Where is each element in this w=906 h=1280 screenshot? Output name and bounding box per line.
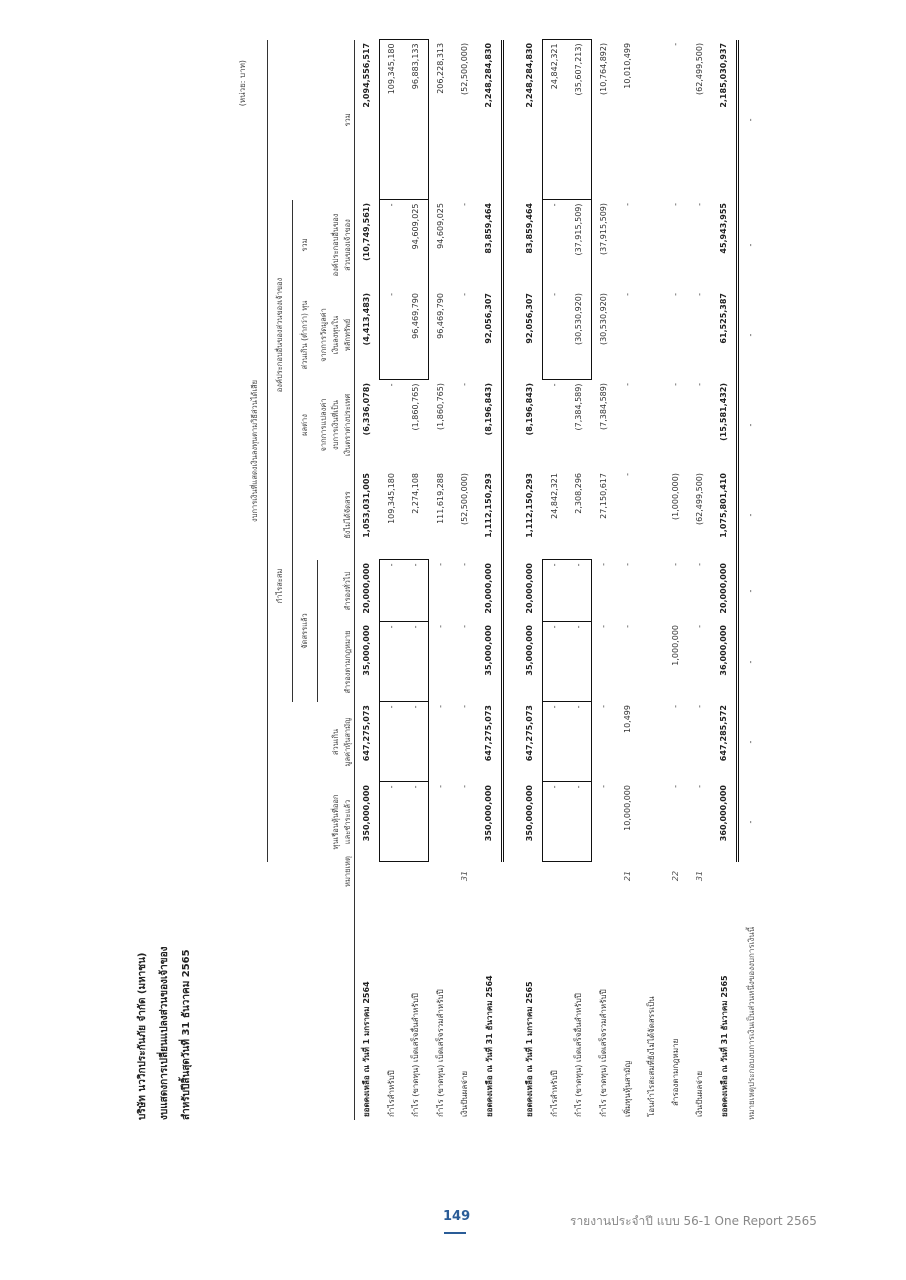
- cell-value: 20,000,000: [477, 560, 503, 622]
- cell-value: -: [671, 705, 680, 708]
- cell-value: -: [623, 473, 632, 476]
- row-label: ยอดคงเหลือ ณ วันที่ 1 มกราคม 2564: [362, 981, 372, 1117]
- cell-value: -: [671, 563, 680, 566]
- cell-value: -: [695, 563, 704, 566]
- table-row: [616, 40, 640, 1120]
- table-row: [518, 40, 543, 1120]
- cell-value: -: [386, 383, 396, 387]
- cell-value: -: [695, 785, 704, 788]
- page-number: 149: [443, 1209, 471, 1224]
- table-row: [542, 40, 567, 1120]
- cell-value: 1,053,031,005: [362, 473, 372, 538]
- cell-value: (10,749,561): [362, 203, 371, 261]
- fx-header-1: ผลต่าง: [300, 414, 310, 436]
- cell-value: -: [404, 702, 429, 782]
- cell-value: -: [460, 293, 469, 296]
- total-oci-header: องค์ประกอบอื่นของ ส่วนของเจ้าของ: [318, 200, 355, 290]
- cell-value: (1,000,000): [671, 473, 680, 520]
- cell-value: 20,000,000: [362, 563, 371, 614]
- cell-value: (7,384,589): [598, 383, 608, 430]
- cell-value: 2,185,030,937: [712, 40, 738, 200]
- cell-value: -: [542, 560, 567, 622]
- cell-value: 206,228,313: [436, 42, 445, 94]
- cell-value: (1,860,765): [435, 383, 445, 430]
- cell-value: -: [746, 740, 755, 744]
- cell-value: 24,842,321: [542, 40, 567, 200]
- row-note: [542, 862, 567, 890]
- row-label: โอนกำไรสะสมที่ยังไม่ได้จัดสรรเป็น: [647, 996, 656, 1117]
- row-note: [518, 862, 543, 890]
- cell-value: (52,500,000): [460, 42, 469, 95]
- cell-value: (62,499,500): [695, 473, 704, 526]
- cell-value: -: [671, 383, 680, 386]
- row-note: [404, 862, 429, 890]
- section-title: งบการเงินที่แสดงเงินลงทุนตามวิธีส่วนได้เสีย: [243, 40, 268, 862]
- cell-value: 647,285,572: [712, 702, 738, 782]
- cell-value: -: [695, 625, 704, 628]
- section-spacer: [502, 40, 518, 1120]
- row-label: กำไรสำหรับปี: [386, 1070, 396, 1117]
- cell-value: (8,196,843): [477, 380, 503, 470]
- cell-value: -: [567, 560, 592, 622]
- row-note: [428, 862, 453, 890]
- share-capital-header: ทุนเรือนหุ้นที่ออก และชำระแล้ว: [318, 782, 355, 862]
- cell-value: 350,000,000: [362, 785, 371, 842]
- cell-value: 350,000,000: [525, 785, 534, 842]
- table-row: [477, 40, 503, 1120]
- cell-value: [640, 560, 664, 622]
- cell-value: 24,842,321: [549, 473, 559, 519]
- cell-value: 647,275,073: [362, 705, 371, 762]
- cell-value: [640, 702, 664, 782]
- legal-reserve-header: สำรองตามกฎหมาย: [318, 622, 355, 702]
- cell-value: -: [460, 785, 469, 788]
- row-note: [591, 862, 616, 890]
- cell-value: (4,413,483): [362, 293, 371, 346]
- cell-value: -: [567, 702, 592, 782]
- row-label: กำไร (ขาดทุน) เบ็ดเสร็จอื่นสำหรับปี: [574, 993, 584, 1117]
- cell-value: 647,275,073: [525, 705, 534, 762]
- cell-value: 27,150,617: [598, 473, 608, 519]
- cell-value: -: [379, 560, 404, 622]
- table-row: [567, 40, 592, 1120]
- report-title: รายงานประจำปี แบบ 56-1 One Report 2565: [570, 1214, 817, 1228]
- cell-value: -: [404, 560, 429, 622]
- premium-header: ส่วนเกิน มูลค่าหุ้นสามัญ: [318, 702, 355, 782]
- cell-value: 61,525,387: [712, 290, 738, 380]
- cell-value: -: [379, 622, 404, 702]
- row-note: [354, 862, 379, 890]
- cell-value: -: [436, 625, 445, 628]
- general-reserve-header: สำรองทั่วไป: [318, 560, 355, 622]
- cell-value: -: [623, 203, 632, 206]
- cell-value: 10,000,000: [623, 785, 632, 831]
- row-label: ยอดคงเหลือ ณ วันที่ 1 มกราคม 2565: [525, 981, 535, 1117]
- row-label: ยอดคงเหลือ ณ วันที่ 31 ธันวาคม 2564: [484, 975, 494, 1117]
- cell-value: 1,112,150,293: [477, 470, 503, 560]
- cell-value: [640, 200, 664, 290]
- cell-value: 96,469,790: [404, 290, 429, 380]
- cell-value: -: [542, 622, 567, 702]
- cell-value: -: [379, 290, 404, 380]
- cell-value: -: [460, 563, 469, 566]
- retained-earnings-header: กำไรสะสม: [268, 470, 293, 702]
- cell-value: -: [542, 200, 567, 290]
- cell-value: -: [746, 820, 755, 824]
- table-row: [354, 40, 379, 1120]
- cell-value: [640, 470, 664, 560]
- unappropriated-header: ยังไม่ได้จัดสรร: [318, 470, 355, 560]
- cell-value: 10,010,499: [623, 42, 632, 89]
- row-note: 31: [460, 870, 469, 882]
- cell-value: 83,859,464: [477, 200, 503, 290]
- cell-value: [640, 290, 664, 380]
- row-label: เงินปันผลจ่าย: [695, 1070, 704, 1117]
- cell-value: 10,499: [623, 705, 632, 733]
- statement-period: สำหรับปีสิ้นสุดวันที่ 31 ธันวาคม 2565: [181, 949, 192, 1120]
- cell-value: -: [599, 625, 608, 628]
- cell-value: -: [695, 293, 704, 296]
- cell-value: 1,075,801,410: [712, 470, 738, 560]
- rotated-statement-page: [135, 42, 775, 1120]
- cell-value: 96,883,133: [404, 40, 429, 200]
- cell-value: [640, 622, 664, 702]
- cell-value: 35,000,000: [362, 625, 371, 676]
- row-note: [567, 862, 592, 890]
- cell-value: 94,609,025: [404, 200, 429, 290]
- equity-statement-table: [243, 39, 763, 1120]
- cell-value: -: [404, 782, 429, 862]
- cell-value: (1,860,765): [411, 383, 421, 431]
- table-row: [591, 40, 616, 1120]
- row-label: กำไร (ขาดทุน) เบ็ดเสร็จรวมสำหรับปี: [598, 989, 608, 1117]
- cell-value: -: [671, 42, 680, 46]
- cell-value: 20,000,000: [525, 563, 534, 614]
- row-label: เงินปันผลจ่าย: [460, 1070, 469, 1117]
- cell-value: -: [567, 622, 592, 702]
- cell-value: 2,248,284,830: [477, 40, 503, 200]
- cell-value: 94,609,025: [436, 203, 445, 249]
- cell-value: -: [623, 293, 632, 296]
- cell-value: (7,384,589): [574, 383, 584, 431]
- cell-value: -: [746, 423, 755, 427]
- cell-value: -: [746, 589, 755, 593]
- cell-value: -: [671, 785, 680, 788]
- cell-value: -: [542, 782, 567, 862]
- row-note: [640, 862, 664, 890]
- total-oci-header-1: รวม: [300, 238, 310, 252]
- cell-value: 2,308,296: [574, 473, 584, 514]
- cell-value: (30,530,920): [599, 293, 608, 346]
- cell-value: -: [746, 513, 755, 517]
- cell-value: -: [623, 383, 632, 386]
- row-label: กำไร (ขาดทุน) เบ็ดเสร็จรวมสำหรับปี: [435, 989, 445, 1117]
- cell-value: -: [567, 782, 592, 862]
- cell-value: -: [695, 705, 704, 708]
- cell-value: -: [623, 625, 632, 628]
- cell-value: 109,345,180: [386, 473, 396, 524]
- cell-value: -: [460, 625, 469, 628]
- cell-value: 20,000,000: [712, 560, 738, 622]
- cell-value: 1,000,000: [671, 625, 680, 666]
- cell-value: -: [671, 203, 680, 206]
- unit-label: (หน่วย: บาท): [238, 60, 247, 107]
- fx-header: จากการแปลงค่า งบการเงินที่เป็น เงินตราต่างประเทศ: [318, 380, 355, 470]
- cell-value: -: [671, 293, 680, 296]
- row-note: 21: [623, 870, 632, 882]
- row-label: กำไร (ขาดทุน) เบ็ดเสร็จอื่นสำหรับปี: [411, 993, 421, 1117]
- cell-value: (62,499,500): [695, 42, 704, 95]
- cell-value: [640, 40, 664, 200]
- cell-value: -: [599, 705, 608, 708]
- statement-title: งบแสดงการเปลี่ยนแปลงส่วนของเจ้าของ: [159, 946, 170, 1120]
- row-label: ยอดคงเหลือ ณ วันที่ 31 ธันวาคม 2565: [719, 975, 729, 1117]
- table-row: [379, 40, 404, 1120]
- cell-value: -: [746, 118, 755, 122]
- cell-value: (37,915,509): [599, 203, 608, 256]
- cell-value: (15,581,432): [712, 380, 738, 470]
- cell-value: -: [436, 785, 445, 788]
- cell-value: -: [695, 383, 704, 386]
- cell-value: 350,000,000: [477, 782, 503, 862]
- cell-value: -: [404, 622, 429, 702]
- cell-value: (35,607,213): [567, 40, 592, 200]
- row-note: [379, 862, 404, 890]
- cell-value: -: [746, 243, 755, 247]
- cell-value: -: [436, 563, 445, 566]
- cell-value: [640, 380, 664, 470]
- cell-value: -: [542, 702, 567, 782]
- total-header: รวม: [318, 40, 355, 200]
- cell-value: -: [599, 563, 608, 566]
- cell-value: -: [460, 705, 469, 708]
- cell-value: (8,196,843): [525, 383, 535, 436]
- cell-value: -: [549, 383, 559, 387]
- cell-value: -: [460, 203, 469, 206]
- cell-value: [640, 782, 664, 862]
- row-label: สำรองตามกฎหมาย: [671, 1038, 680, 1106]
- table-row: [712, 40, 738, 1120]
- cell-value: 360,000,000: [712, 782, 738, 862]
- cell-value: (52,500,000): [460, 473, 469, 526]
- cell-value: -: [379, 782, 404, 862]
- row-label: เพิ่มทุนหุ้นสามัญ: [623, 1060, 632, 1117]
- cell-value: -: [379, 702, 404, 782]
- row-note: 22: [671, 870, 680, 882]
- cell-value: (6,336,078): [362, 383, 372, 436]
- cell-value: 96,469,790: [436, 293, 445, 339]
- cell-value: -: [746, 660, 755, 664]
- cell-value: (37,915,509): [567, 200, 592, 290]
- cell-value: 92,056,307: [525, 293, 534, 344]
- table-row: [664, 40, 688, 1120]
- table-row: [428, 40, 453, 1120]
- cell-value: -: [460, 383, 469, 386]
- cell-value: 35,000,000: [525, 625, 534, 676]
- cell-value: -: [542, 290, 567, 380]
- footnote: หมายเหตุประกอบงบการเงินเป็นส่วนหนึ่งของงบการเงินนี้: [747, 926, 756, 1120]
- page-number-underline: [444, 1232, 466, 1234]
- company-name: บริษัท นววิกประกันภัย จำกัด (มหาชน): [137, 952, 148, 1120]
- cell-value: 2,094,556,517: [362, 42, 371, 108]
- table-row: [404, 40, 429, 1120]
- cell-value: -: [379, 200, 404, 290]
- row-note: 31: [695, 870, 704, 882]
- appropriated-header: จัดสรรแล้ว: [293, 560, 318, 702]
- cell-value: (10,764,892): [599, 42, 608, 95]
- cell-value: 1,112,150,293: [525, 473, 535, 538]
- cell-value: 111,619,288: [435, 473, 445, 524]
- row-note: [477, 862, 503, 890]
- table-row: [688, 40, 712, 1120]
- oci-header: องค์ประกอบอื่นของส่วนของเจ้าของ: [268, 200, 293, 470]
- table-row: [453, 40, 477, 1120]
- row-note: [737, 862, 763, 890]
- table-row: [640, 40, 664, 1120]
- cell-value: 2,274,108: [411, 473, 421, 514]
- cell-value: 45,943,955: [712, 200, 738, 290]
- row-note: [712, 862, 738, 890]
- cell-value: 2,248,284,830: [525, 42, 534, 108]
- cell-value: 36,000,000: [712, 622, 738, 702]
- surplus-header-1: ส่วนเกิน (ต่ำกว่า) ทุน: [300, 300, 310, 370]
- cell-value: -: [623, 563, 632, 566]
- cell-value: 109,345,180: [379, 40, 404, 200]
- cell-value: -: [436, 705, 445, 708]
- cell-value: -: [599, 785, 608, 788]
- cell-value: 35,000,000: [477, 622, 503, 702]
- cell-value: 92,056,307: [477, 290, 503, 380]
- cell-value: -: [746, 333, 755, 337]
- cell-value: (30,530,920): [567, 290, 592, 380]
- note-header: หมายเหตุ: [318, 862, 355, 890]
- row-label: กำไรสำหรับปี: [549, 1070, 559, 1117]
- cell-value: 83,859,464: [525, 203, 534, 254]
- surplus-header: จากการวัดมูลค่า เงินลงทุนใน หลักทรัพย์: [318, 290, 355, 380]
- cell-value: 647,275,073: [477, 702, 503, 782]
- cell-value: -: [695, 203, 704, 206]
